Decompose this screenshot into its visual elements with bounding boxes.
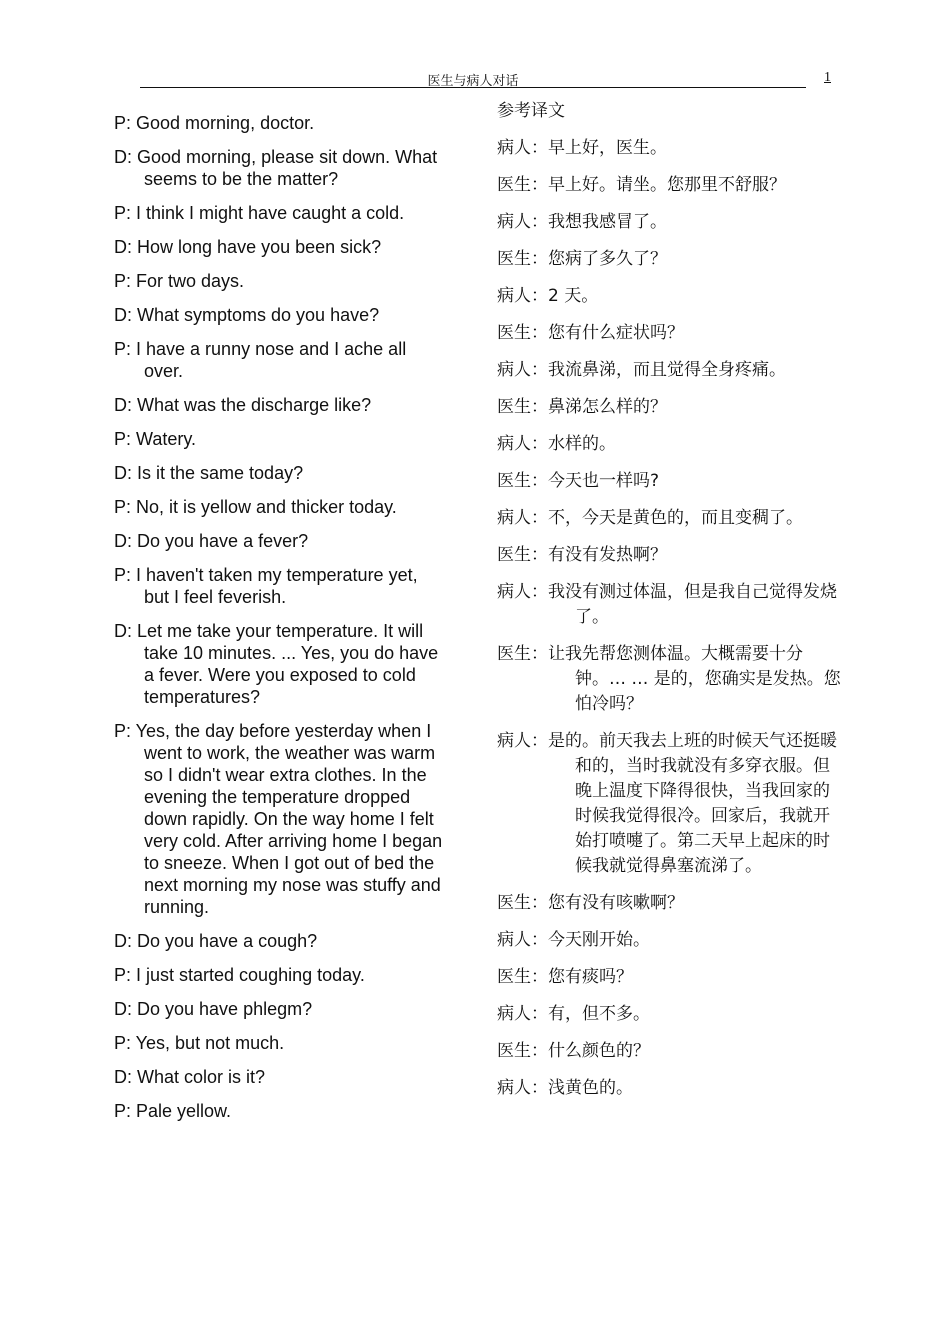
translation-line: 医生：您有没有咳嗽啊？ xyxy=(497,893,684,913)
translation-line: 医生：让我先帮您测体温。大概需要十分钟。… … 是的，您确实是发热。您怕冷吗？ xyxy=(497,644,841,714)
translation-line: 病人：水样的。 xyxy=(497,434,616,454)
dialogue-line: D: Do you have a fever? xyxy=(114,531,309,551)
dialogue-line: P: For two days. xyxy=(114,271,245,291)
translation-line: 病人：2 天。 xyxy=(497,286,599,306)
translation-line: 医生：早上好。请坐。您那里不舒服？ xyxy=(497,175,786,195)
translation-line: 病人：我没有测过体温，但是我自己觉得发烧了。 xyxy=(497,582,837,627)
dialogue-line: P: I think I might have caught a cold. xyxy=(114,203,405,223)
translation-line: 病人：是的。前天我去上班的时候天气还挺暖和的，当时我就没有多穿衣服。但晚上温度下降得很快，当我回家的时候我觉得很冷。回家后，我就开始打喷嚏了。第二天早上起床的时候我就觉得鼻塞流涕了。 xyxy=(497,731,837,876)
english-dialogue-column xyxy=(114,112,444,1134)
dialogue-line: P: Yes, but not much. xyxy=(114,1033,285,1053)
dialogue-line: D: How long have you been sick? xyxy=(114,237,382,257)
dialogue-line: P: Good morning, doctor. xyxy=(114,113,315,133)
translation-line: 病人：今天刚开始。 xyxy=(497,930,650,950)
translation-line: 医生：什么颜色的？ xyxy=(497,1041,650,1061)
dialogue-line: P: I just started coughing today. xyxy=(114,965,365,985)
translation-line: 医生：鼻涕怎么样的？ xyxy=(497,397,667,417)
header-title: 医生与病人对话 xyxy=(427,74,519,89)
translation-line: 医生：您病了多久了？ xyxy=(497,249,667,269)
dialogue-line: P: Yes, the day before yesterday when I went to work, the weather was warm so I didn't wear extra clothes. In the evening the temperature dropped down rapidly. On the way home I felt very cold. After arriving home I began to sneeze. When I got out of bed the next morning my nose was stuffy and running. xyxy=(114,721,443,917)
dialogue-line: P: Pale yellow. xyxy=(114,1101,232,1121)
page-header xyxy=(140,70,834,90)
dialogue-line: D: Do you have phlegm? xyxy=(114,999,313,1019)
page-number: 1 xyxy=(824,70,831,85)
dialogue-line: D: Is it the same today? xyxy=(114,463,304,483)
dialogue-line: D: Do you have a cough? xyxy=(114,931,318,951)
translation-line: 病人：早上好，医生。 xyxy=(497,138,667,158)
dialogue-line: D: What was the discharge like? xyxy=(114,395,372,415)
translation-line: 医生：您有什么症状吗？ xyxy=(497,323,684,343)
translation-line: 病人：我想我感冒了。 xyxy=(497,212,667,232)
dialogue-line: P: I have a runny nose and I ache all over. xyxy=(114,339,407,381)
translation-line: 病人：我流鼻涕，而且觉得全身疼痛。 xyxy=(497,360,786,380)
translation-line: 医生：今天也一样吗? xyxy=(497,471,660,491)
dialogue-line: P: No, it is yellow and thicker today. xyxy=(114,497,397,517)
dialogue-line: D: Good morning, please sit down. What seems to be the matter? xyxy=(114,147,438,189)
translation-heading: 参考译文 xyxy=(497,101,565,121)
translation-line: 病人：有，但不多。 xyxy=(497,1004,650,1024)
translation-line: 病人：浅黄色的。 xyxy=(497,1078,633,1098)
dialogue-line: P: Watery. xyxy=(114,429,197,449)
translation-line: 医生：有没有发热啊？ xyxy=(497,545,667,565)
header-rule xyxy=(140,87,806,88)
dialogue-line: D: What color is it? xyxy=(114,1067,266,1087)
translation-line: 病人：不，今天是黄色的，而且变稠了。 xyxy=(497,508,803,528)
dialogue-line: D: Let me take your temperature. It will take 10 minutes. ... Yes, you do have a fever. Were you exposed to cold temperatures? xyxy=(114,621,439,707)
chinese-translation-column xyxy=(497,99,842,1113)
dialogue-line: D: What symptoms do you have? xyxy=(114,305,380,325)
translation-line: 医生：您有痰吗？ xyxy=(497,967,633,987)
dialogue-line: P: I haven't taken my temperature yet, but I feel feverish. xyxy=(114,565,418,607)
